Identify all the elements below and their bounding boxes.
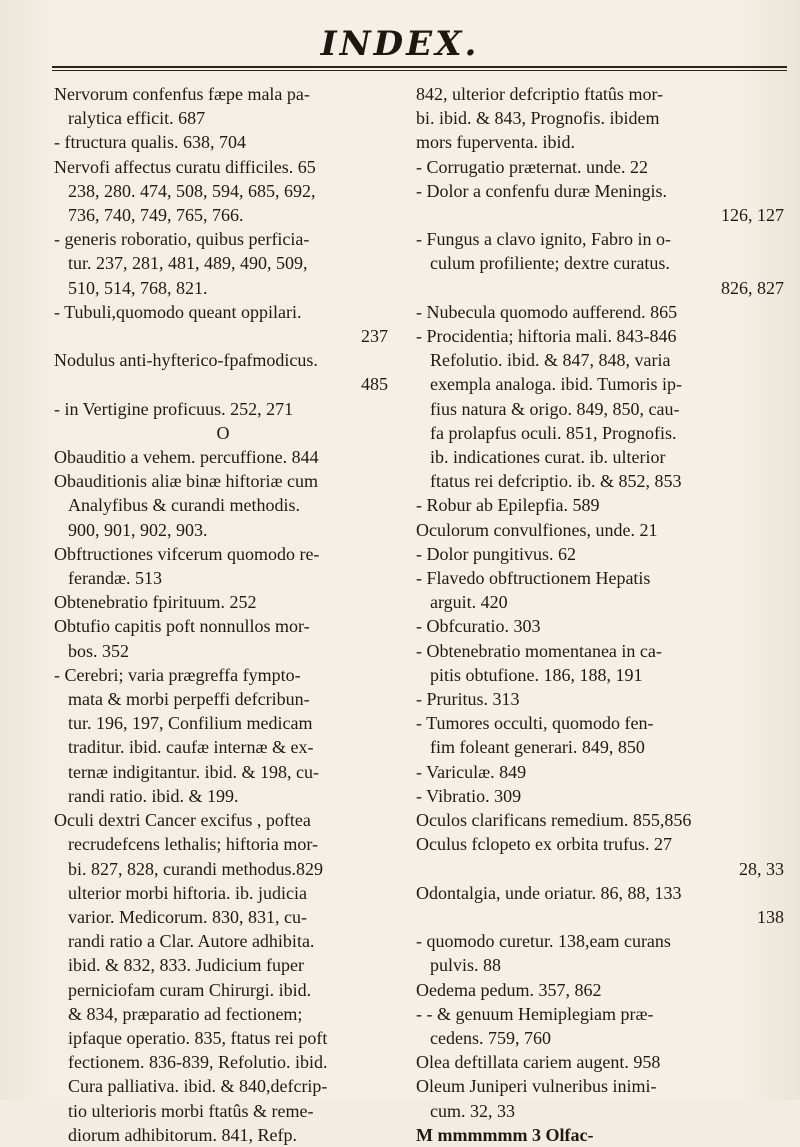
index-line: Obftructiones vifcerum quomodo re-: [54, 543, 320, 564]
index-line: Oculos clarificans remedium. 855,856: [416, 810, 692, 831]
index-line: perniciofam curam Chirurgi. ibid.: [68, 979, 312, 1000]
index-line: 28, 33: [739, 858, 784, 879]
index-line: Refolutio. ibid. & 847, 848, varia: [430, 350, 671, 371]
index-line: 900, 901, 902, 903.: [68, 519, 208, 540]
index-line: - Tubuli,quomodo queant oppilari.: [54, 301, 302, 322]
index-line: ipfaque operatio. 835, ftatus rei poft: [68, 1027, 328, 1048]
index-line: Nervorum confenfus fæpe mala pa-: [54, 84, 310, 104]
index-line: bos. 352: [68, 640, 130, 661]
index-line: - Tumores occulti, quomodo fen-: [416, 713, 654, 734]
index-line: Obtufio capitis poft nonnullos mor-: [54, 616, 310, 637]
index-line: Oleum Juniperi vulneribus inimi-: [416, 1076, 657, 1097]
index-line: fius natura & origo. 849, 850, cau-: [430, 398, 680, 419]
index-line: Oedema pedum. 357, 862: [416, 979, 602, 1000]
index-line: - Corrugatio præternat. unde. 22: [416, 156, 648, 177]
index-line: - Flavedo obftructionem Hepatis: [416, 568, 651, 589]
index-line: 238, 280. 474, 508, 594, 685, 692,: [68, 180, 316, 201]
index-line: tur. 237, 281, 481, 489, 490, 509,: [68, 253, 308, 274]
index-line: 237: [361, 326, 388, 347]
index-line: fectionem. 836-839, Refolutio. ibid.: [68, 1052, 328, 1073]
index-line: 485: [361, 374, 388, 395]
index-line: Nervofi affectus curatu difficiles. 65: [54, 156, 316, 177]
index-line: - Variculæ. 849: [416, 761, 527, 782]
index-line: - Dolor a confenfu duræ Meningis.: [416, 180, 667, 201]
index-line: Oculorum convulfiones, unde. 21: [416, 519, 658, 540]
index-line: 126, 127: [721, 205, 784, 226]
index-line: O: [216, 422, 230, 443]
index-line: mata & morbi perpeffi defcribun-: [68, 689, 310, 710]
index-line: bi. 827, 828, curandi methodus.829: [68, 858, 323, 879]
index-line: ib. indicationes curat. ib. ulterior: [430, 447, 666, 468]
index-line: diorum adhibitorum. 841, Refp.: [68, 1124, 297, 1145]
index-line: - - & genuum Hemiplegiam præ-: [416, 1003, 654, 1024]
index-line: - Dolor pungitivus. 62: [416, 543, 576, 564]
header-rule: [52, 66, 787, 68]
index-line: Obtenebratio fpirituum. 252: [54, 592, 257, 613]
index-line: ftatus rei defcriptio. ib. & 852, 853: [430, 471, 682, 492]
index-line: tur. 196, 197, Confilium medicam: [68, 713, 313, 734]
index-line: Olea deftillata cariem augent. 958: [416, 1052, 661, 1073]
index-line: - Fungus a clavo ignito, Fabro in o-: [416, 229, 671, 250]
index-line: & 834, præparatio ad fectionem;: [68, 1003, 303, 1024]
index-line: pulvis. 88: [430, 955, 502, 976]
index-line: Obauditionis aliæ binæ hiftoriæ cum: [54, 471, 318, 492]
page-header: INDEX.: [320, 24, 480, 64]
index-line: - Cerebri; varia prægreffa fympto-: [54, 664, 301, 685]
index-line: - Procidentia; hiftoria mali. 843-846: [416, 326, 677, 347]
index-line: fa prolapfus oculi. 851, Prognofis.: [430, 422, 677, 443]
index-line: Oculi dextri Cancer excifus , poftea: [54, 810, 311, 831]
index-line: pitis obtufione. 186, 188, 191: [430, 664, 643, 685]
index-line: ralytica efficit. 687: [68, 108, 206, 129]
index-line: - Nubecula quomodo aufferend. 865: [416, 301, 678, 322]
index-line: Nodulus anti-hyfterico-fpafmodicus.: [54, 350, 318, 371]
index-line: mors fuperventa. ibid.: [416, 132, 575, 153]
index-line: fim foleant generari. 849, 850: [430, 737, 645, 758]
index-line: 510, 514, 768, 821.: [68, 277, 208, 298]
index-line: traditur. ibid. caufæ internæ & ex-: [68, 737, 314, 758]
index-line: cedens. 759, 760: [430, 1027, 551, 1048]
index-line: - Obfcuratio. 303: [416, 616, 541, 637]
index-line: Obauditio a vehem. percuffione. 844: [54, 447, 319, 468]
index-line: - quomodo curetur. 138,eam curans: [416, 931, 671, 952]
index-line: ibid. & 832, 833. Judicium fuper: [68, 955, 304, 976]
index-line: - generis roboratio, quibus perficia-: [54, 229, 310, 250]
index-line: - Robur ab Epilepfia. 589: [416, 495, 600, 516]
index-line: randi ratio. ibid. & 199.: [68, 785, 239, 806]
index-line: - Pruritus. 313: [416, 689, 520, 710]
index-line: tio ulterioris morbi ftatûs & reme-: [68, 1100, 314, 1121]
index-line: culum profiliente; dextre curatus.: [430, 253, 670, 274]
index-line: Cura palliativa. ibid. & 840,defcrip-: [68, 1076, 328, 1097]
index-line: ulterior morbi hiftoria. ib. judicia: [68, 882, 307, 903]
index-line: cum. 32, 33: [430, 1100, 515, 1121]
index-line: varior. Medicorum. 830, 831, cu-: [68, 906, 307, 927]
index-line: recrudefcens lethalis; hiftoria mor-: [68, 834, 319, 855]
index-line: - Vibratio. 309: [416, 785, 522, 806]
index-line: ternæ indigitantur. ibid. & 198, cu-: [68, 761, 319, 782]
index-line: - Obtenebratio momentanea in ca-: [416, 640, 662, 661]
index-line: bi. ibid. & 843, Prognofis. ibidem: [416, 108, 660, 129]
index-line: 736, 740, 749, 765, 766.: [68, 205, 244, 226]
index-line: - in Vertigine proficuus. 252, 271: [54, 398, 294, 419]
left-column: [54, 82, 392, 1147]
index-line: - ftructura qualis. 638, 704: [54, 132, 246, 153]
index-line: ferandæ. 513: [68, 568, 162, 589]
index-line: arguit. 420: [430, 592, 508, 613]
index-line: Analyfibus & curandi methodis.: [68, 495, 300, 516]
index-line: randi ratio a Clar. Autore adhibita.: [68, 931, 315, 952]
right-column: [416, 82, 788, 1147]
index-line: 138: [757, 906, 784, 927]
index-line: Odontalgia, unde oriatur. 86, 88, 133: [416, 882, 682, 903]
index-line: 826, 827: [721, 277, 784, 298]
index-line: Oculus fclopeto ex orbita trufus. 27: [416, 834, 672, 855]
index-line: exempla analoga. ibid. Tumoris ip-: [430, 374, 682, 395]
header-rule-thin: [52, 70, 787, 71]
index-line: 842, ulterior defcriptio ftatûs mor-: [416, 84, 664, 104]
index-line: M mmmmmm 3 Olfac-: [416, 1124, 594, 1145]
